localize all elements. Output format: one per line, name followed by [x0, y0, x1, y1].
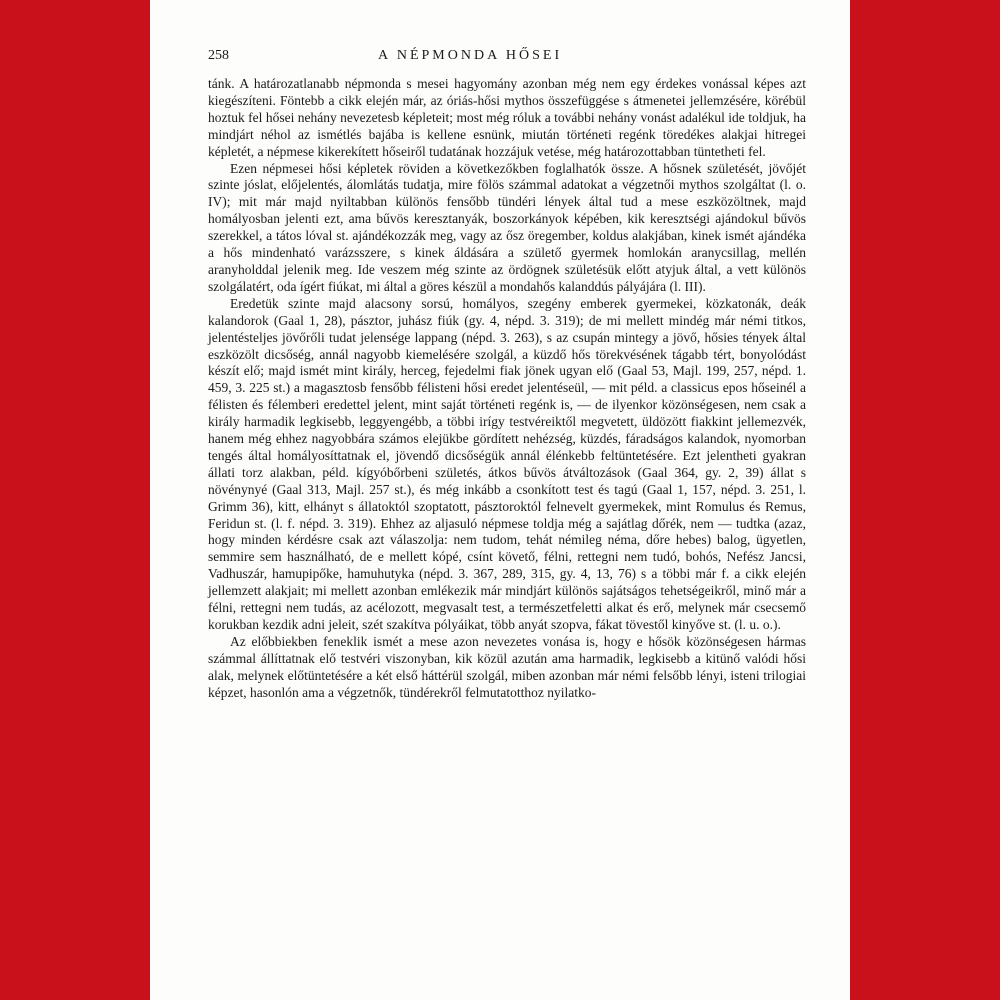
running-title: A NÉPMONDA HŐSEI — [378, 48, 563, 63]
body-text — [208, 76, 806, 702]
paragraph: Ezen népmesei hősi képletek röviden a következőkben foglalhatók össze. A hősnek születését, jövőjét szinte jóslat, előjelentés, álomlátás tudatja, mire fölös számmal adatokat a végzetnői mythos szolgáltat (l. o. IV); mit már majd nyiltabban különös fensőbb tündéri lények által tud a mese eszközöltnek, majd homályosban jelenti ezt, ama bűvös keresztanyák, boszorkányok képében, kik keresztségi ajándokul bűvös szerekkel, a tátos lóval st. ajándékozzák meg, vagy az ősz öregember, koldus alakjában, kinek ismét ajándéka a hős mindenható varázsszere, s kinek áldására a születő gyermek homlokán aranycsillag, mellén aranyholddal jelenik meg. Ide veszem még szinte az ördögnek születésük előtt atyjuk által, a vett különös szolgálatért, oda ígért fiúkat, mi által a göres készül a mondahős kalanddús pályájára (l. III). — [208, 160, 806, 294]
page-number: 258 — [208, 48, 229, 63]
paragraph: tánk. A határozatlanabb népmonda s mesei hagyomány azonban még nem egy érdekes vonással képes azt kiegészíteni. Föntebb a cikk elején már, az óriás-hősi mythos összefüggése s átmenetei jellemzésére, körébül hoztuk fel hősei nehány nevezetesb képleteit; most még róluk a további nehány vonást adalékul ide toldjuk, ha mindjárt néhol az ismétlés bajába is kellene esnünk, miután történeti regénk töredékes alakjai hitregei képletét, a népmese kikerekített hőseiről tudatának hozzájuk vetése, még határozottabban tüntetheti fel. — [208, 76, 806, 159]
paragraph: Eredetük szinte majd alacsony sorsú, homályos, szegény emberek gyermekei, közkatonák, deák kalandorok (Gaal 1, 28), pásztor, juhász fiúk (gy. 4, népd. 3. 319); de mi mellett mindég már némi titkos, jelentésteljes jövőrőli tudat jelensége lappang (népd. 3. 263), s az csupán mintegy a jövő, hősies tények által eszközölt dicsőség, annál nagyobb kiemelésére szolgál, a küzdő hős törekvésének tágabb tért, bonyolódást készít elő; majd ismét mint király, herceg, fejedelmi fiak jönek ugyan elő (Gaal 53, Majl. 199, 257, népd. 1. 459, 3. 225 st.) a magasztosb fensőbb félisteni hősi eredet jelentéseül, — mit péld. a classicus epos hőseinél a félisten és félemberi eredettel jelent, mint saját történeti regénk is, — de ilyenkor közönségesen, nem csak a király harmadik legkisebb, leggyengébb, a többi irígy testvéreiktől megvetett, üldözött fiakkint jellemezvék, hanem még ehhez nagyobbára számos elejükbe gördített nehézség, küzdés, fáradságos kalandok, nyomorban tengés által homályosíttatnak el, jövendő dicsőségük annál élénkebb feltüntetésére. Ezt jelentheti gyakran állati torz alakban, péld. kígyóbőrbeni születés, átkos bűvös átváltozások (Gaal 364, gy. 2, 39) állat s növénynyé (Gaal 313, Majl. 257 st.), és még inkább a csonkított test és tagú (Gaal 1, 157, népd. 3. 251, l. Grimm 36), kitt, elhányt s állatoktól szoptatott, pásztoroktól felnevelt gyermekek, mint Romulus és Remus, Feridun st. (l. f. népd. 3. 319). Ehhez az aljasuló népmese toldja még a sajátlag dőrék, nem — tudtka (azaz, hogy minden kérdésre csak azt válaszolja: nem tudom, tehát némileg néma, dőre hebes) balog, ügyetlen, semmire sem használható, de e mellett kópé, csínt követő, félni, rettegni nem tudó, bohós, Nefész Jancsi, Vadhuszár, hamupipőke, hamuhutyka (népd. 3. 367, 289, 315, gy. 4, 13, 76) s a többi már f. a cikk elején jellemzett alakjait; mi mellett azonban emlékezik már mindjárt különös sajátságos tehetségeikről, minő már a félni, rettegni nem tudás, az acélozott, megvasalt test, a természetfeletti alkat és erő, melynek már csecsemő korukban kezdik adni jeleit, szét szakítva pólyáikat, több anyát szopva, fákat tövestől kinyőve st. (l. u. o.). — [208, 295, 806, 632]
paragraph: Az előbbiekben feneklik ismét a mese azon nevezetes vonása is, hogy e hősök közönségesen hármas számmal állíttatnak elő testvéri viszonyban, kik közül azután ama harmadik, legkisebb a kitünő valódi hősi alak, melynek előtüntetésére a két első háttérül szolgál, miben azonban már némi felsőbb lényi, isteni trilogiai képzet, hasonlón ama a végzetnők, tündérekről felmutatotthoz nyilatko- — [208, 633, 806, 700]
page-header — [208, 48, 810, 68]
book-page — [150, 0, 850, 1000]
